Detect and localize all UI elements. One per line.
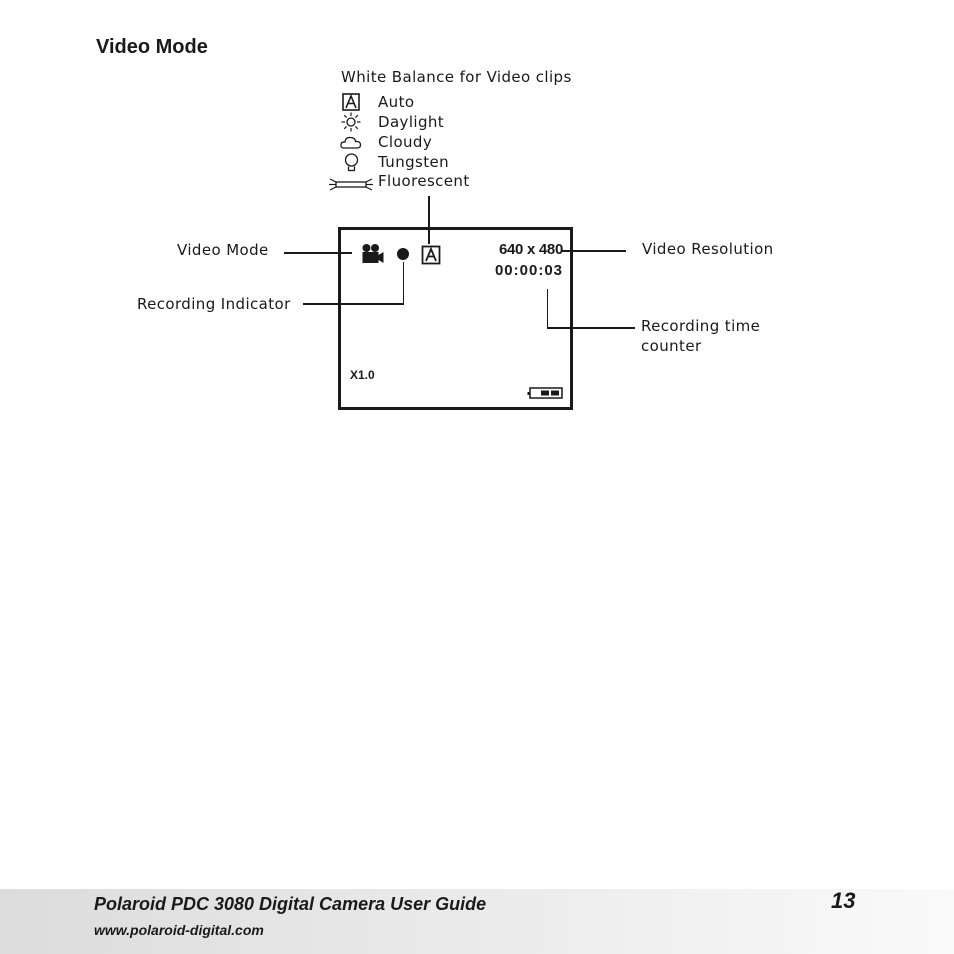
callout-video-mode: Video Mode [177,241,269,259]
auto-wb-icon [339,92,365,112]
wb-option-tungsten: Tungsten [378,153,450,171]
bulb-icon [339,152,365,172]
page-title: Video Mode [96,36,208,58]
page-number: 13 [831,888,856,913]
zoom-readout: X1.0 [350,368,375,382]
callout-video-resolution: Video Resolution [642,240,774,258]
wb-option-fluorescent: Fluorescent [378,172,470,190]
footer-title: Polaroid PDC 3080 Digital Camera User Guide [94,894,487,914]
wb-option-auto: Auto [378,93,415,111]
footer-url: www.polaroid-digital.com [94,922,264,938]
callout-recording-indicator: Recording Indicator [137,295,291,313]
video-camera-icon [361,243,385,265]
battery-icon [526,386,564,400]
camera-lcd-screen [338,227,573,410]
wb-option-cloudy: Cloudy [378,133,433,151]
wb-option-daylight: Daylight [378,113,445,131]
callout-recording-time-line2: counter [641,337,702,355]
fluorescent-icon [328,172,374,192]
sun-icon [339,112,365,132]
callout-recording-time-line1: Recording time [641,317,761,335]
cloud-icon [339,132,365,152]
white-balance-title: White Balance for Video clips [341,68,572,86]
time-counter: 00:00:03 [494,262,563,279]
recording-dot-icon [396,247,410,261]
auto-wb-icon [421,245,441,265]
resolution-readout: 640 x 480 [498,241,563,258]
